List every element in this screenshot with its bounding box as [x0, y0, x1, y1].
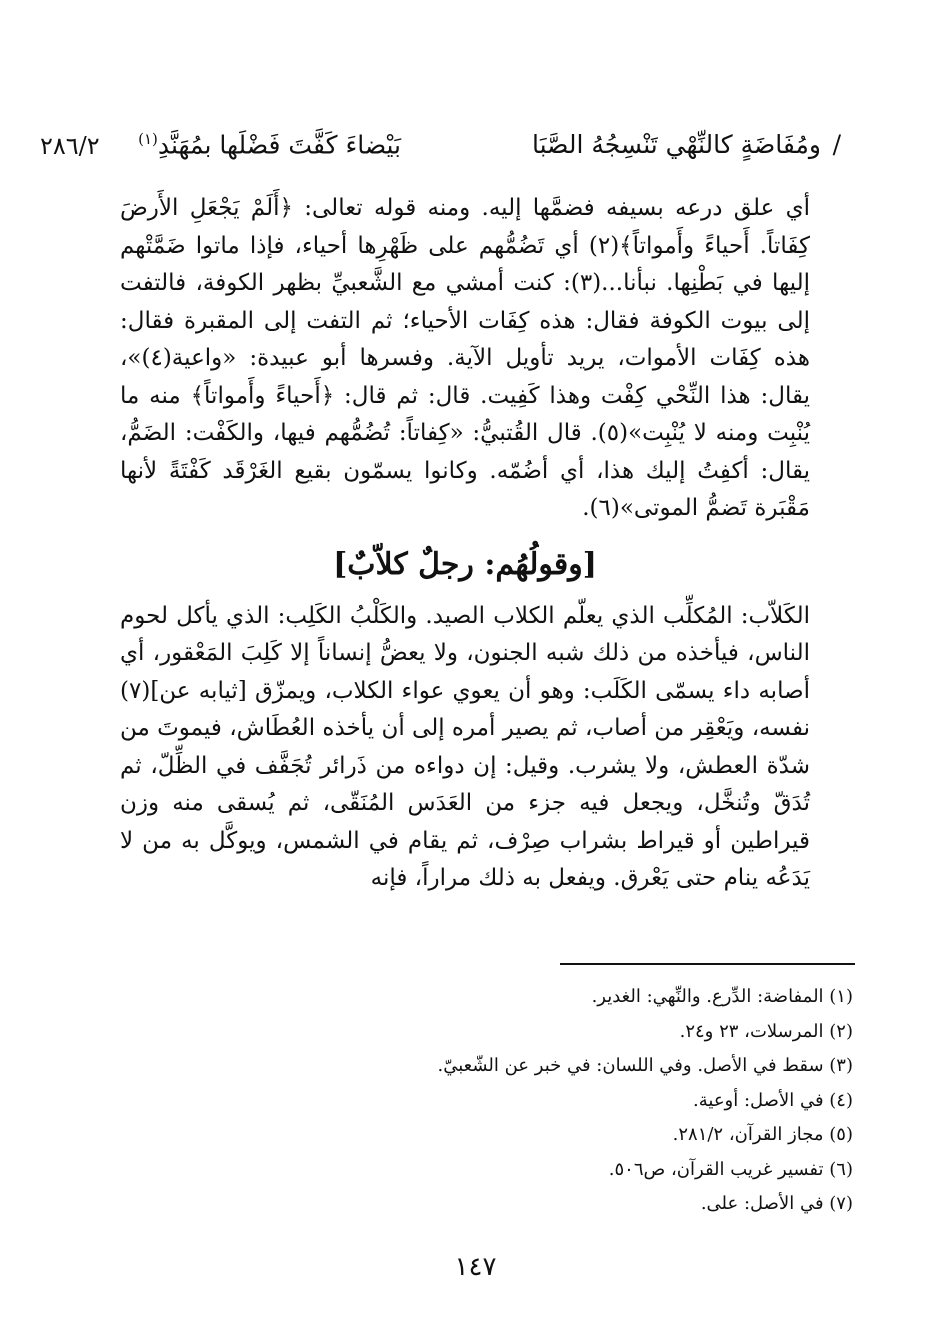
footnote-7: (٧) في الأصل: على. — [700, 1193, 853, 1214]
footnote-4: (٤) في الأصل: أوعية. — [693, 1089, 853, 1111]
footnote-ref: (١) — [138, 130, 158, 148]
verse-first-hemistich: ومُفَاضَةٍ كالنِّهْي تَنْسِجُهُ الصَّبَا — [532, 130, 821, 159]
section-heading: [وقولُهُم: رجلٌ كلاّبٌ] — [333, 546, 597, 582]
paragraph: أي علق درعه بسيفه فضمَّها إليه. ومنه قوله تعالى: ﴿أَلَمْ يَجْعَلِ الأَرضَ كِفَاتاً. أَحياءً وأَمواتاً﴾(٢) أي تَضُمُّهم على ظَهْرِها أحياء، فإذا ماتوا ضَمَّتْهم إليها في بَطْنِها. نبأنا...(٣): كنت أمشي مع الشَّعبيِّ بظهر الكوفة، فالتفت إلى بيوت الكوفة فقال: هذه كِفَات الأحياء؛ ثم التفت إلى المقبرة فقال: هذه كِفَات الأموات، يريد تأويل الآية. وفسرها أبو عبيدة: «واعية(٤)»، يقال: هذا النِّحْي كِفْت وهذا كَفِيت. قال: ثم قال: ﴿أَحياءً وأَمواتاً﴾ منه ما يُنْبِت ومنه لا يُنْبِت»(٥). قال القُتبيُّ: «كِفاتاً: تُضُمُّهم فيها، والكَفْت: الضَمُّ، يقال: أكفِتُ إليك هذا، أي أضُمّه. وكانوا يسمّون بقيع الغَرْقَد كَفْتَةً لأنها مَقْبَرة تَضمُّ الموتى»(٦). — [120, 195, 811, 521]
main-text — [120, 190, 810, 898]
paragraph: الكَلاّب: المُكلِّب الذي يعلّم الكلاب الصيد. والكَلْبُ الكَلِب: الذي يأكل لحوم الناس، فيأخذه من ذلك شبه الجنون، ولا يعضُّ إنساناً إلا كَلِبَ المَعْقور، أي أصابه داء يسمّى الكَلَب: وهو أن يعوي عواء الكلاب، ويمزّق [ثيابه عن](٧) نفسه، ويَعْقِر من أصاب، ثم يصير أمره إلى أن يأخذه العُطَاش، فيموتَ من شدّة العطش، ولا يشرب. وقيل: إن دواءه من ذَرائر تُجَفَّف في الظِّلّ، ثم تُدَقّ وتُنخَّل، ويجعل فيه جزء من العَدَس المُنَقّى، ثم يُسقى منه وزن قيراطين أو قيراط بشراب صِرْف، ثم يقام في الشمس، ويوكَّل به من لا يَدَعُه ينام حتى يَعْرق. ويفعل به ذلك مراراً، فإنه — [120, 602, 810, 891]
footnote-1: (١) المفاضة: الدِّرع. والنِّهي: الغدير. — [591, 986, 853, 1007]
volume-page-reference: ٢٨٦/٢ — [40, 132, 100, 160]
footnote-2: (٢) المرسلات، ٢٣ و٢٤. — [679, 1020, 853, 1042]
footnote-6: (٦) تفسير غريب القرآن، ص٥٠٦. — [608, 1158, 853, 1180]
verse-header — [40, 128, 841, 172]
verse-second-hemistich — [138, 130, 401, 159]
verse-second-hemistich-text: بَيْضاءَ كَفَّتَ فَضْلَها بمُهَنَّدِ — [157, 130, 401, 160]
footnote-separator — [560, 963, 855, 965]
page-number: ١٤٧ — [454, 1252, 497, 1282]
footnote-3: (٣) سقط في الأصل. وفي اللسان: في خبر عن الشّعبيّ. — [437, 1055, 853, 1076]
footnote-5: (٥) مجاز القرآن، ٢٨١/٢. — [672, 1124, 853, 1145]
footnotes — [213, 980, 853, 1222]
verse-marker: / — [832, 130, 841, 159]
